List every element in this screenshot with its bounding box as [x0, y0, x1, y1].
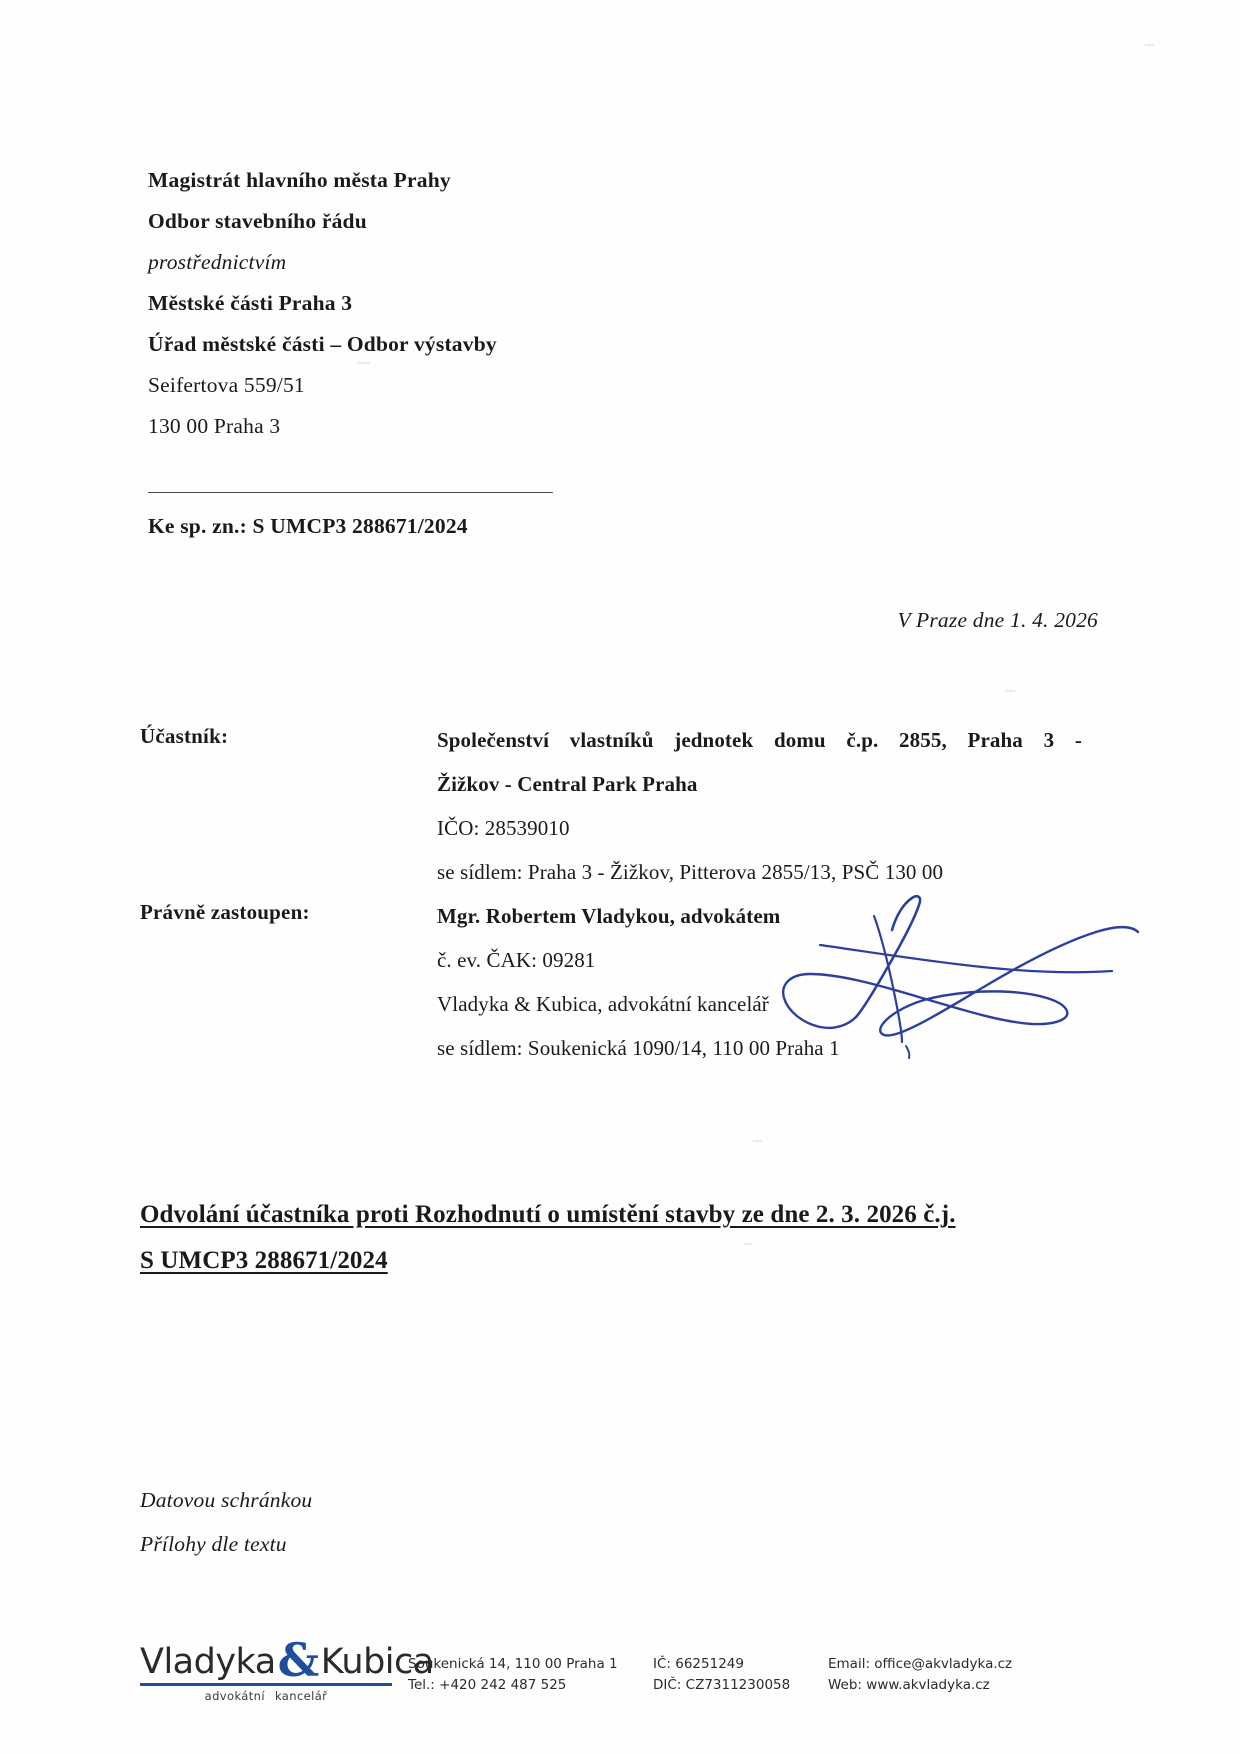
footer-ids-column — [653, 1640, 828, 1696]
recipient-district: Městské části Praha 3 — [148, 291, 353, 315]
participant-name-line-2: Žižkov - Central Park Praha — [437, 772, 698, 796]
delivery-method: Datovou schránkou — [140, 1488, 313, 1512]
parties-block — [140, 718, 1100, 1070]
document-title — [140, 1192, 1090, 1284]
recipient-office: Úřad městské části – Odbor výstavby — [148, 332, 497, 356]
recipient-department: Odbor stavebního řádu — [148, 209, 367, 233]
document-title-line-1: Odvolání účastníka proti Rozhodnutí o umístění stavby ze dne 2. 3. 2026 č.j. — [140, 1201, 956, 1228]
representative-seat: se sídlem: Soukenická 1090/14, 110 00 Praha 1 — [437, 1036, 840, 1060]
logo-name-part-2: Kubica — [320, 1642, 434, 1682]
footer-web: Web: www.akvladyka.cz — [828, 1677, 990, 1693]
participant-details — [437, 718, 1082, 894]
scan-artifact — [753, 1140, 762, 1142]
representative-name: Mgr. Robertem Vladykou, advokátem — [437, 904, 781, 928]
logo-name-part-1: Vladyka — [140, 1642, 276, 1682]
logo-underline — [140, 1683, 392, 1686]
footer-contact-column — [828, 1640, 1012, 1696]
firm-logo-text — [140, 1633, 434, 1687]
closing-block — [140, 1478, 312, 1566]
recipient-authority: Magistrát hlavního města Prahy — [148, 168, 451, 192]
participant-ico: IČO: 28539010 — [437, 816, 570, 840]
ampersand-icon: & — [277, 1633, 319, 1687]
recipient-via: prostřednictvím — [148, 250, 287, 274]
participant-row — [140, 718, 1100, 894]
recipient-street: Seifertova 559/51 — [148, 373, 305, 397]
footer-email: Email: office@akvladyka.cz — [828, 1656, 1013, 1672]
footer — [140, 1633, 1100, 1703]
document-title-row-1 — [140, 1192, 1090, 1238]
scan-artifact — [1005, 690, 1015, 692]
representative-bar-number: č. ev. ČAK: 09281 — [437, 948, 596, 972]
representative-details — [437, 894, 1082, 1070]
place-and-date: V Praze dne 1. 4. 2026 — [897, 608, 1098, 632]
recipient-block — [148, 160, 768, 447]
horizontal-divider — [148, 492, 553, 493]
footer-address-column — [408, 1640, 653, 1696]
case-reference: Ke sp. zn.: S UMCP3 288671/2024 — [148, 514, 468, 538]
representative-firm: Vladyka & Kubica, advokátní kancelář — [437, 992, 769, 1016]
participant-seat: se sídlem: Praha 3 - Žižkov, Pitterova 2855/13, PSČ 130 00 — [437, 860, 944, 884]
tagline-word-2: kancelář — [274, 1688, 328, 1703]
recipient-city: 130 00 Praha 3 — [148, 414, 281, 438]
footer-dic: DIČ: CZ7311230058 — [653, 1677, 791, 1693]
footer-ic: IČ: 66251249 — [653, 1656, 744, 1672]
footer-phone: Tel.: +420 242 487 525 — [408, 1677, 567, 1693]
firm-logo — [140, 1633, 434, 1703]
participant-label: Účastník: — [140, 724, 229, 748]
document-title-line-2: S UMCP3 288671/2024 — [140, 1247, 388, 1274]
participant-name-line-1: Společenství vlastníků jednotek domu č.p. 2855, Praha 3 - — [437, 728, 1082, 752]
tagline-word-1: advokátní — [204, 1688, 265, 1703]
firm-tagline — [140, 1689, 392, 1703]
representative-label: Právně zastoupen: — [140, 900, 310, 924]
representative-row — [140, 894, 1100, 1070]
document-title-row-2 — [140, 1238, 1090, 1284]
attachments-note: Přílohy dle textu — [140, 1532, 287, 1556]
scan-artifact — [1145, 44, 1154, 46]
footer-address: Soukenická 14, 110 00 Praha 1 — [408, 1656, 618, 1672]
